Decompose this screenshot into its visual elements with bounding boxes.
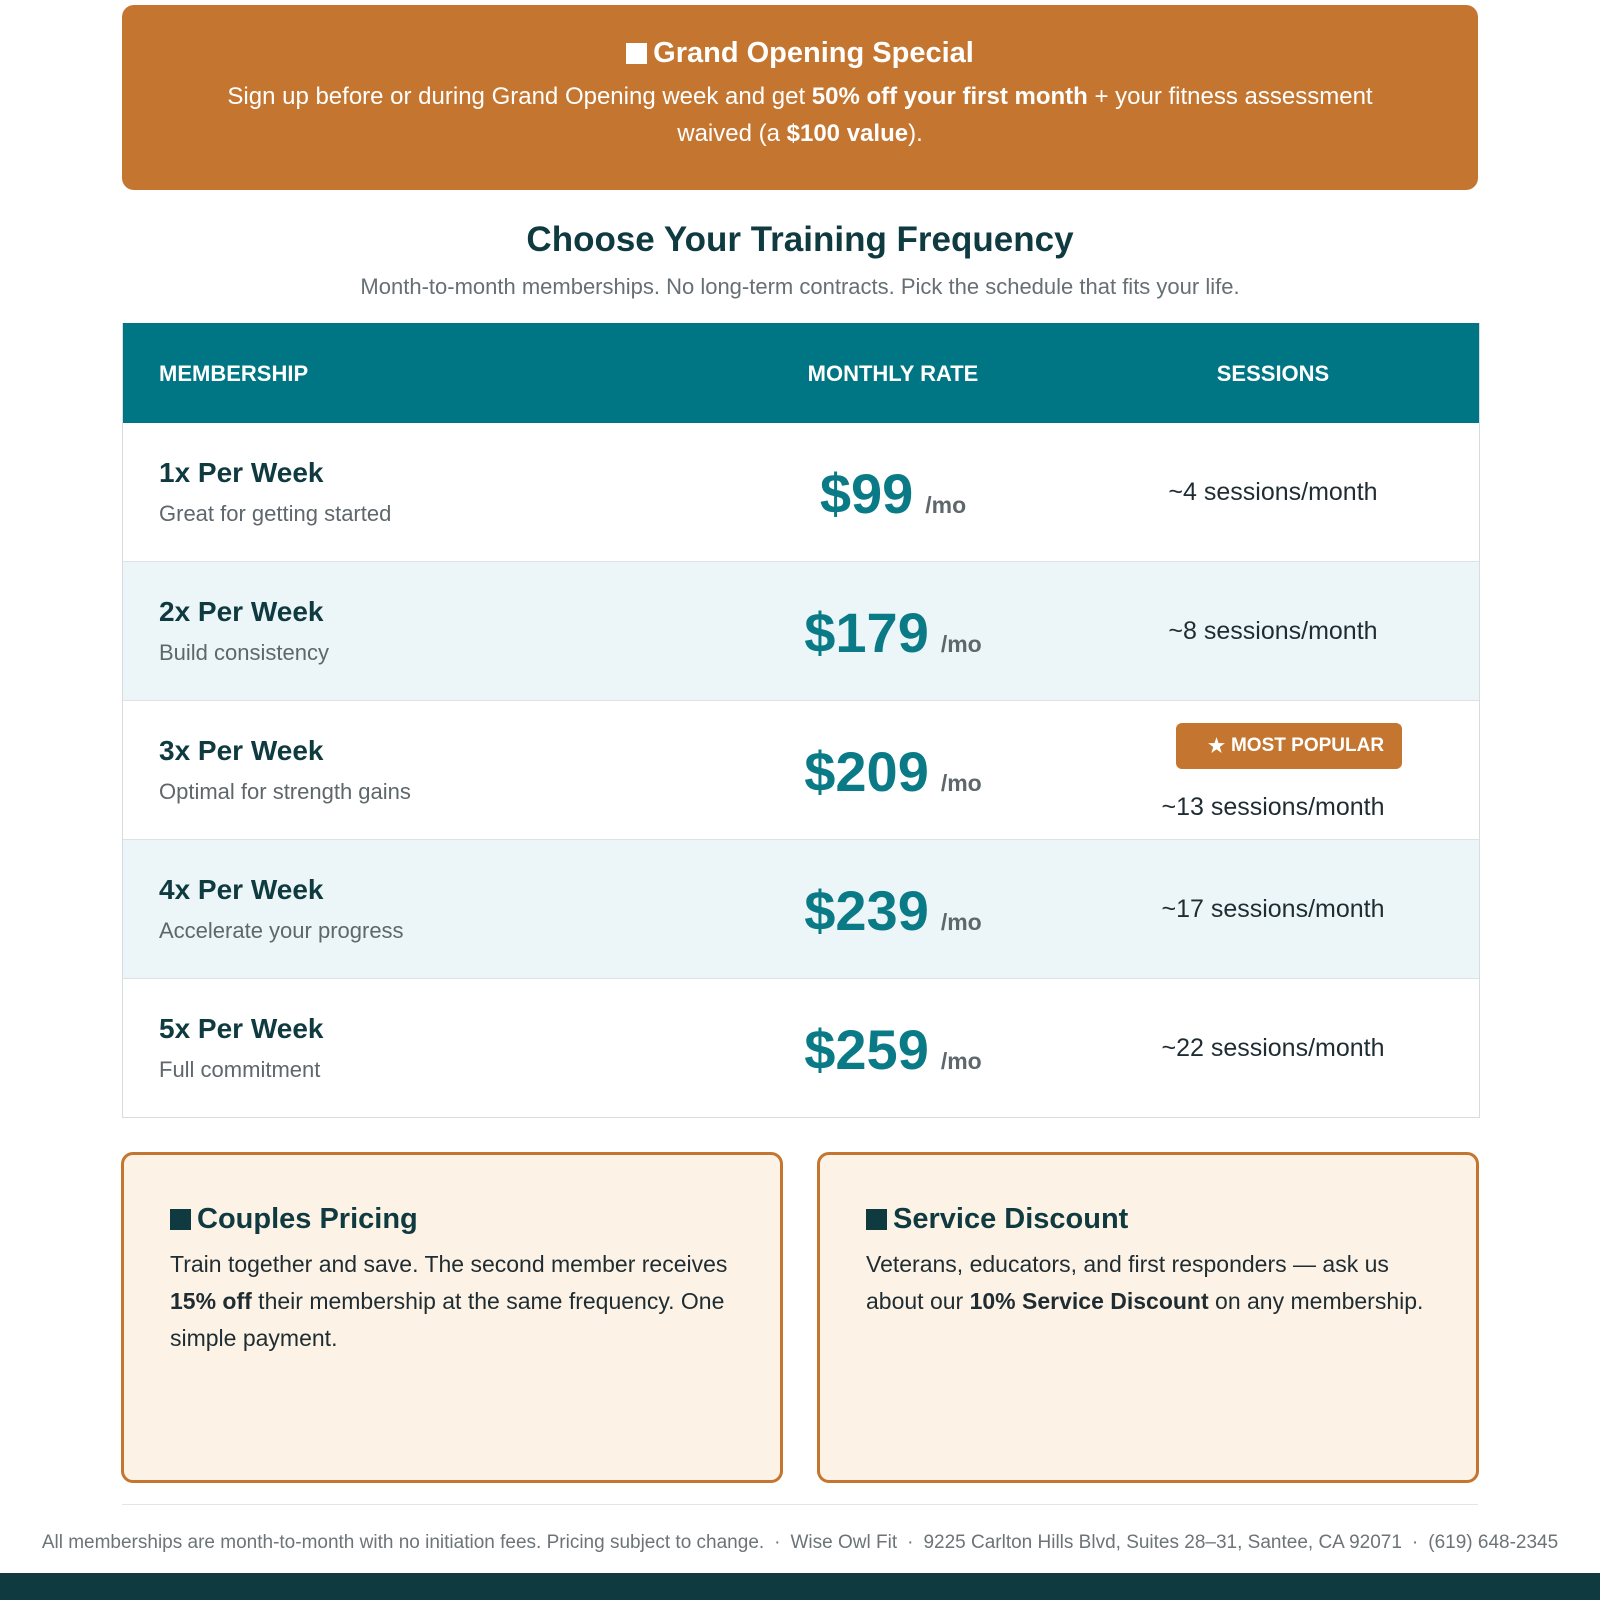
- plan-sessions: ~22 sessions/month: [1161, 1034, 1385, 1062]
- plan-name: 1x Per Week: [159, 457, 324, 488]
- business-name: Wise Owl Fit: [790, 1532, 898, 1553]
- table-row[interactable]: [123, 423, 1479, 562]
- price-unit: /mo: [940, 770, 982, 796]
- plan-name: 2x Per Week: [159, 596, 324, 627]
- plan-price: [743, 1017, 1043, 1082]
- pricing-table: [122, 323, 1480, 1118]
- promo-text-part: ).: [908, 120, 923, 147]
- card-text-part: their membership at the same frequency. One simple payment.: [170, 1288, 725, 1351]
- card-highlight: 15% off: [170, 1288, 252, 1314]
- plan-price: [743, 600, 1043, 665]
- badge-label: MOST POPULAR: [1230, 735, 1385, 756]
- price-value: $99: [819, 462, 914, 525]
- service-discount-card: [817, 1152, 1479, 1483]
- price-value: $209: [804, 740, 929, 803]
- table-row[interactable]: [123, 979, 1479, 1117]
- table-row[interactable]: [123, 840, 1479, 979]
- plan-description: Accelerate your progress: [159, 918, 404, 943]
- card-text: [170, 1246, 734, 1357]
- most-popular-badge: [1176, 723, 1402, 769]
- business-address[interactable]: 9225 Carlton Hills Blvd, Suites 28–31, Santee, CA 92071: [923, 1532, 1402, 1553]
- promo-text-part: Sign up before or during Grand Opening week and get: [227, 83, 812, 110]
- square-icon: [626, 43, 647, 64]
- plan-price: [743, 461, 1043, 526]
- promo-highlight-discount: 50% off your first month: [811, 83, 1088, 110]
- price-value: $239: [804, 879, 929, 942]
- table-row[interactable]: [123, 701, 1479, 840]
- footer-note: All memberships are month-to-month with no initiation fees. Pricing subject to change.: [41, 1532, 765, 1553]
- couples-pricing-card: [121, 1152, 783, 1483]
- price-unit: /mo: [940, 631, 982, 657]
- promo-highlight-value: $100 value: [786, 120, 909, 147]
- table-header: [123, 323, 1479, 423]
- plan-sessions: ~13 sessions/month: [1161, 793, 1385, 821]
- column-header-sessions: SESSIONS: [1216, 361, 1330, 386]
- card-title-row: [170, 1203, 734, 1236]
- card-title: Service Discount: [893, 1203, 1129, 1235]
- card-highlight: 10% Service Discount: [969, 1288, 1209, 1314]
- price-unit: /mo: [940, 909, 982, 935]
- plan-name: 4x Per Week: [159, 874, 324, 905]
- plan-sessions: ~17 sessions/month: [1161, 895, 1385, 923]
- bottom-bar: [0, 1573, 1600, 1600]
- column-header-membership: MEMBERSHIP: [159, 361, 309, 386]
- card-text: [866, 1246, 1430, 1320]
- plan-sessions: ~8 sessions/month: [1168, 617, 1378, 645]
- plan-description: Build consistency: [159, 640, 329, 665]
- plan-price: [743, 739, 1043, 804]
- card-text-part: Train together and save. The second member receives: [170, 1251, 728, 1277]
- footer: [0, 1532, 1600, 1554]
- plan-description: Optimal for strength gains: [159, 779, 411, 804]
- plan-description: Full commitment: [159, 1057, 321, 1082]
- card-title-row: [866, 1203, 1430, 1236]
- plan-name: 3x Per Week: [159, 735, 324, 766]
- separator: ·: [774, 1532, 781, 1553]
- card-text-part: on any membership.: [1208, 1288, 1424, 1314]
- section-heading: [122, 220, 1478, 300]
- plan-description: Great for getting started: [159, 501, 392, 526]
- promo-banner: [122, 5, 1478, 190]
- price-unit: /mo: [925, 492, 967, 518]
- plan-price: [743, 878, 1043, 943]
- separator: ·: [907, 1532, 914, 1553]
- promo-text: [200, 78, 1400, 152]
- plan-sessions: ~4 sessions/month: [1168, 478, 1378, 506]
- price-unit: /mo: [940, 1048, 982, 1074]
- square-icon: [866, 1209, 887, 1230]
- card-text-part: Veterans, educators, and first responders — ask us about our: [866, 1251, 1389, 1314]
- business-phone[interactable]: (619) 648-2345: [1428, 1532, 1559, 1553]
- square-icon: [170, 1209, 191, 1230]
- page-subtitle: Month-to-month memberships. No long-term contracts. Pick the schedule that fits your life.: [360, 274, 1240, 299]
- plan-name: 5x Per Week: [159, 1013, 324, 1044]
- star-icon: ★: [1207, 735, 1225, 757]
- table-row[interactable]: [123, 562, 1479, 701]
- promo-title-row: [122, 37, 1478, 70]
- separator: ·: [1411, 1532, 1419, 1553]
- price-value: $179: [804, 601, 929, 664]
- footer-divider: [122, 1504, 1478, 1505]
- column-header-monthly-rate: MONTHLY RATE: [807, 361, 979, 386]
- price-value: $259: [804, 1018, 929, 1081]
- promo-text-part: + your fitness assessment waived (a: [677, 83, 1373, 147]
- page-title: Choose Your Training Frequency: [526, 220, 1074, 259]
- card-title: Couples Pricing: [197, 1203, 418, 1235]
- promo-title: Grand Opening Special: [653, 37, 974, 69]
